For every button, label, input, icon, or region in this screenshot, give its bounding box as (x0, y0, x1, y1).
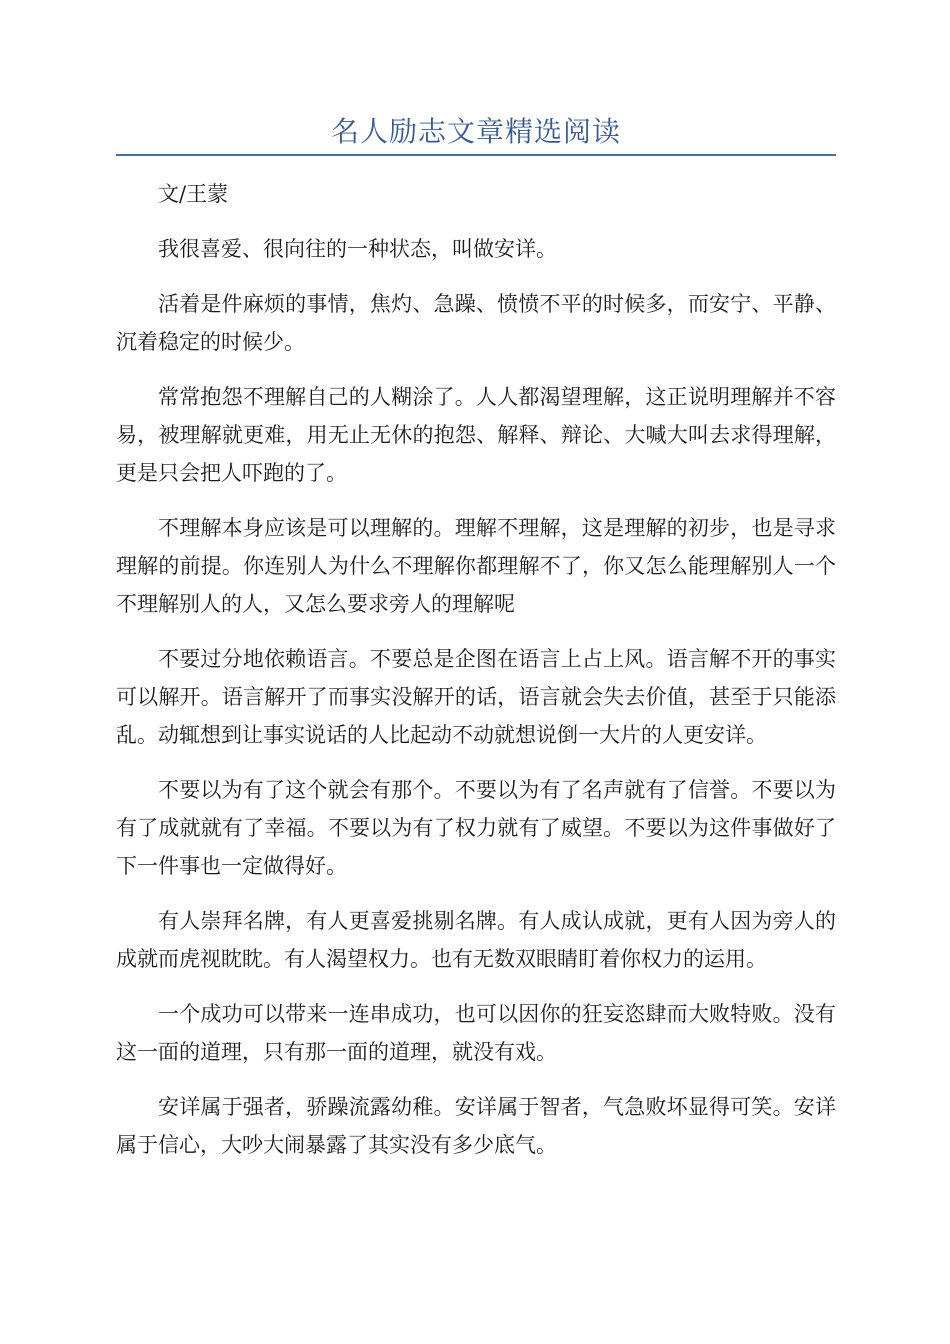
paragraph: 安详属于强者，骄躁流露幼稚。安详属于智者，气急败坏显得可笑。安详属于信心，大吵大闹暴露了其实没有多少底气。 (116, 1095, 836, 1157)
paragraph: 有人崇拜名牌，有人更喜爱挑剔名牌。有人成认成就，更有人因为旁人的成就而虎视眈眈。有人渴望权力。也有无数双眼睛盯着你权力的运用。 (116, 909, 836, 971)
article-body (116, 175, 836, 1181)
paragraph: 不要以为有了这个就会有那个。不要以为有了名声就有了信誉。不要以为有了成就就有了幸福。不要以为有了权力就有了威望。不要以为这件事做好了下一件事也一定做得好。 (116, 778, 836, 878)
paragraph: 一个成功可以带来一连串成功，也可以因你的狂妄恣肆而大败特败。没有这一面的道理，只有那一面的道理，就没有戏。 (116, 1002, 836, 1064)
paragraph: 不理解本身应该是可以理解的。理解不理解，这是理解的初步，也是寻求理解的前提。你连别人为什么不理解你都理解不了，你又怎么能理解别人一个不理解别人的人，又怎么要求旁人的理解呢 (116, 516, 836, 616)
title-underline (116, 154, 836, 156)
paragraph: 不要过分地依赖语言。不要总是企图在语言上占上风。语言解不开的事实可以解开。语言解开了而事实没解开的话，语言就会失去价值，甚至于只能添乱。动辄想到让事实说话的人比起动不动就想说倒一大片的人更安详。 (116, 647, 836, 747)
paragraph: 常常抱怨不理解自己的人糊涂了。人人都渴望理解，这正说明理解并不容易，被理解就更难，用无止无休的抱怨、解释、辩论、大喊大叫去求得理解，更是只会把人吓跑的了。 (116, 385, 836, 485)
paragraph: 活着是件麻烦的事情，焦灼、急躁、愤愤不平的时候多，而安宁、平静、沉着稳定的时候少。 (116, 292, 836, 354)
author-line: 文/王蒙 (158, 182, 229, 206)
document-title: 名人励志文章精选阅读 (330, 115, 621, 148)
paragraph: 我很喜爱、很向往的一种状态，叫做安详。 (158, 237, 557, 261)
